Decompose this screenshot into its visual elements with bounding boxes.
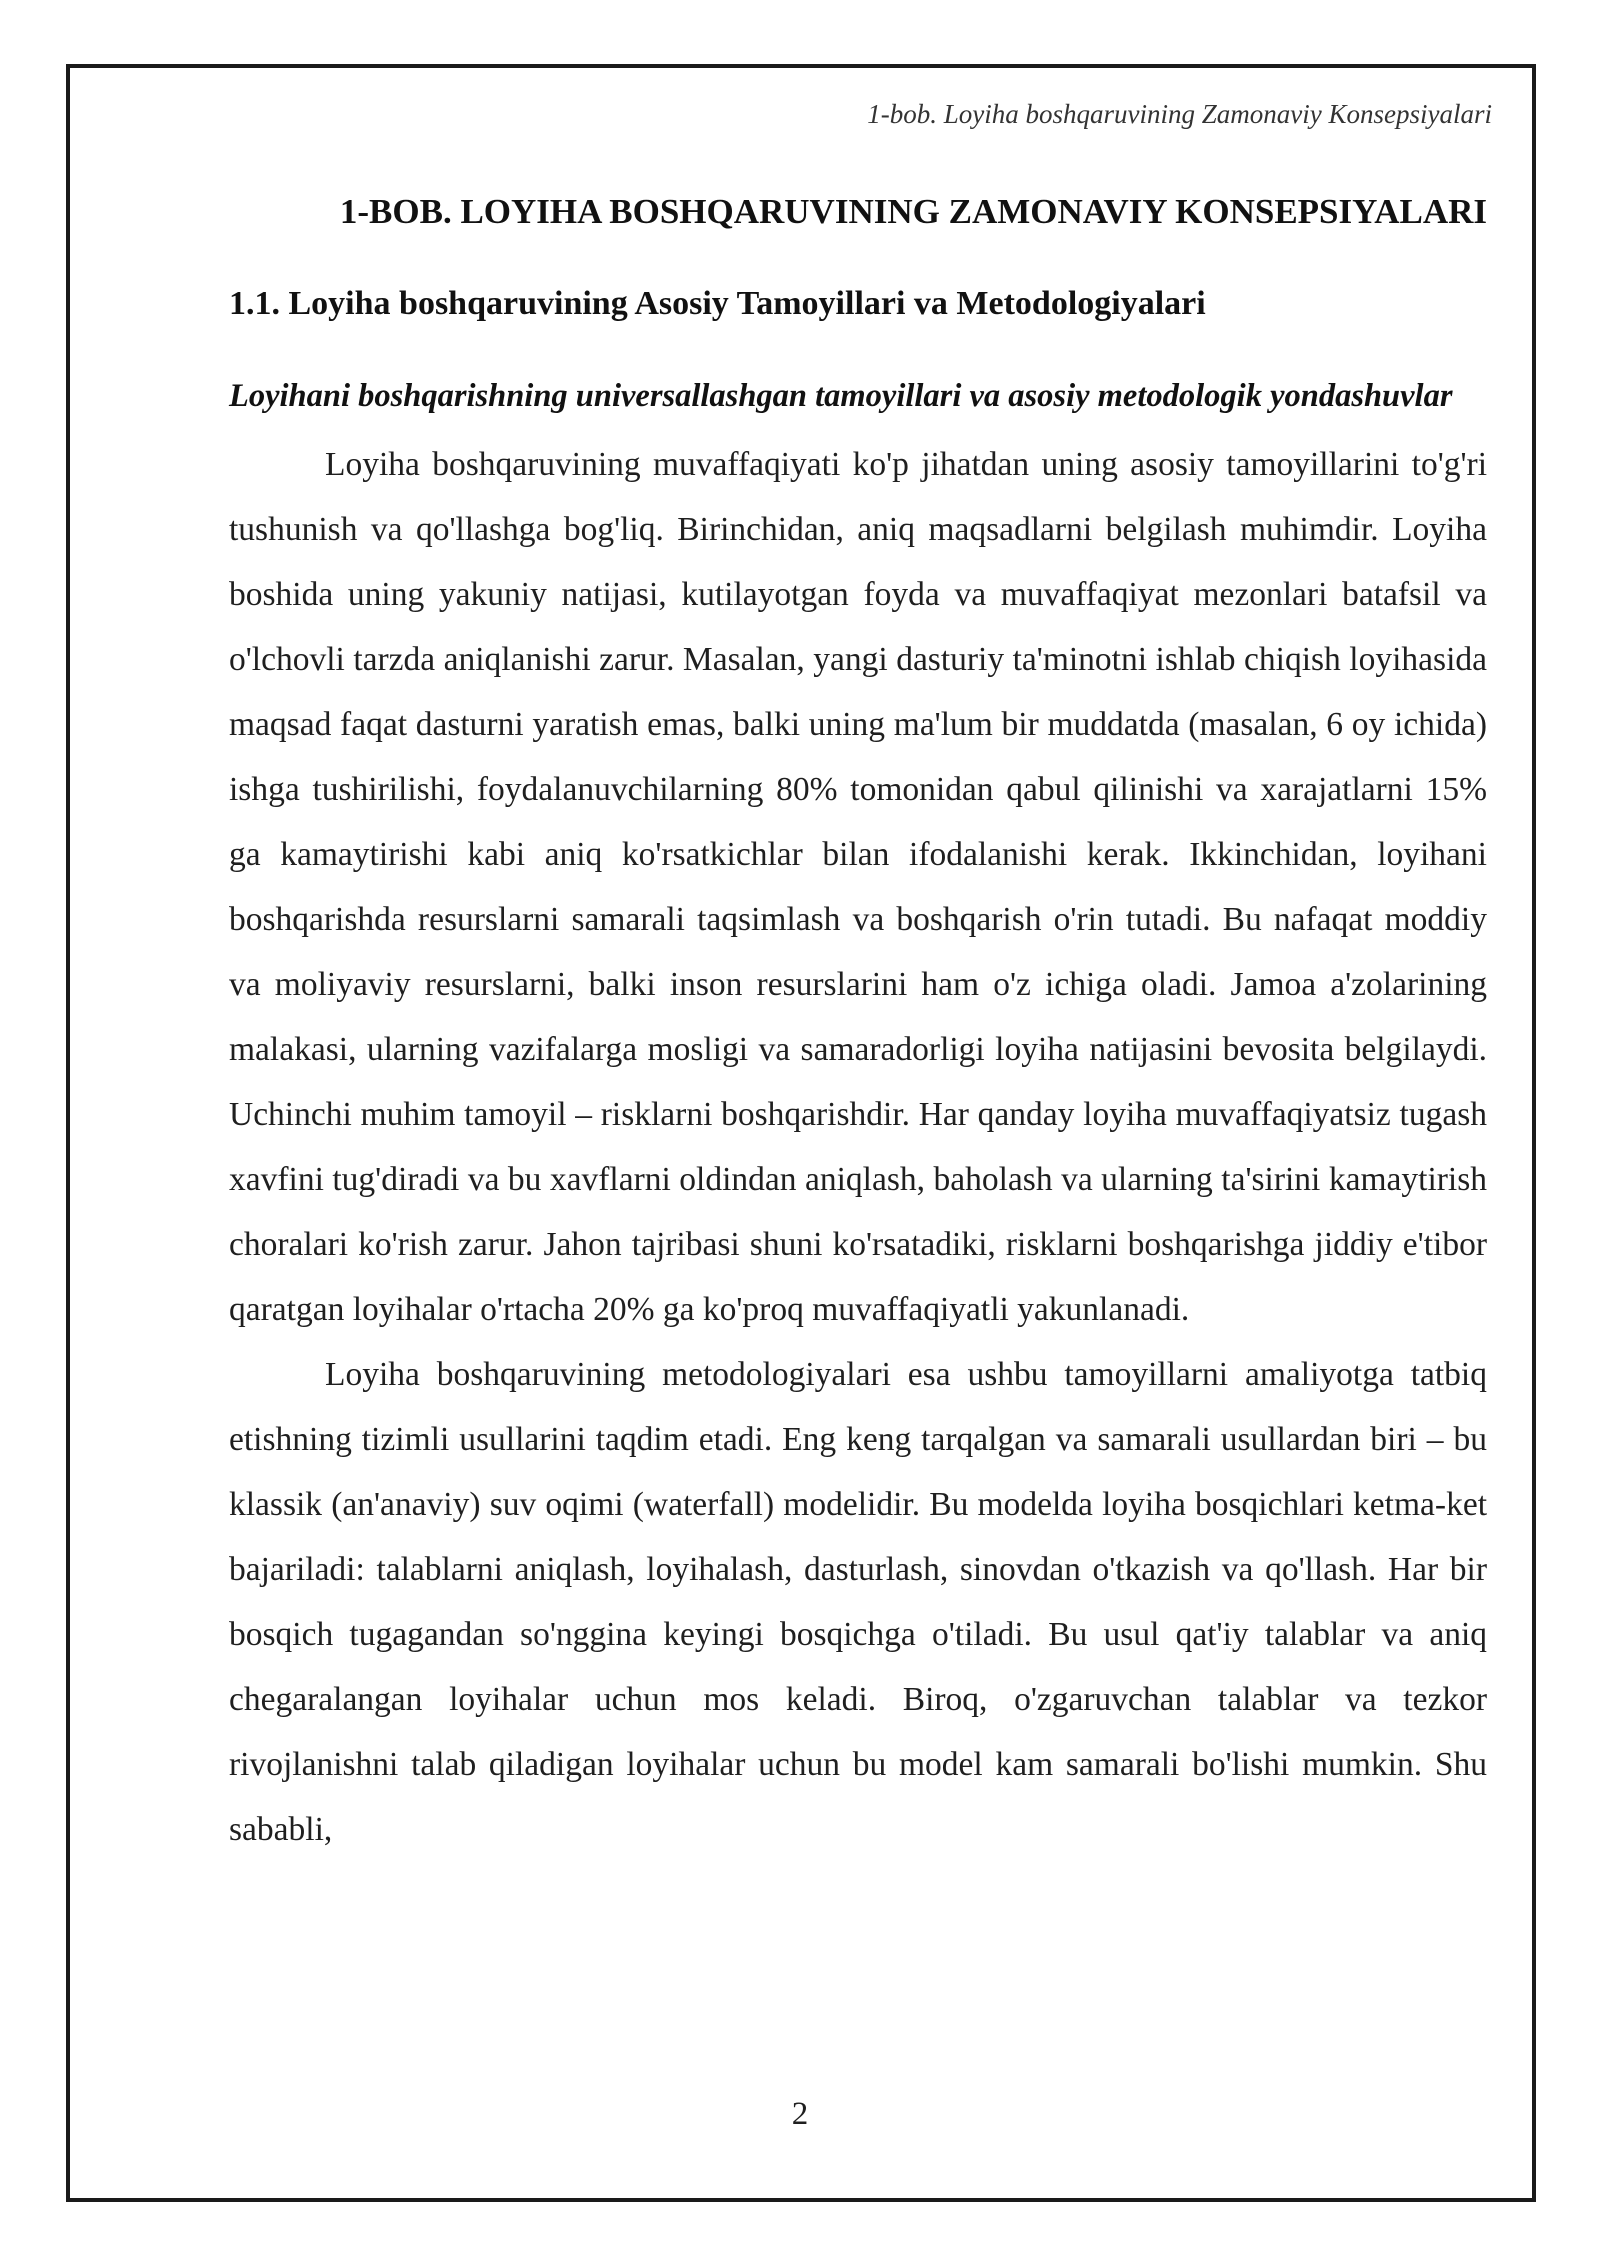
running-header: 1-bob. Loyiha boshqaruvining Zamonaviy Konsepsiyalari — [867, 99, 1492, 129]
body-paragraph: Loyiha boshqaruvining muvaffaqiyati ko'p jihatdan uning asosiy tamoyillarini to'g'ri tushunish va qo'llashga bog'liq. Birinchidan, aniq maqsadlarni belgilash muhimdir. Loyiha boshida uning yakuniy natijasi, kutilayotgan foyda va muvaffaqiyat mezonlari batafsil va o'lchovli tarzda aniqlanishi zarur. Masalan, yangi dasturiy ta'minotni ishlab chiqish loyihasida maqsad faqat dasturni yaratish emas, balki uning ma'lum bir muddatda (masalan, 6 oy ichida) ishga tushirilishi, foydalanuvchilarning 80% tomonidan qabul qilinishi va xarajatlarni 15% ga kamaytirishi kabi aniq ko'rsatkichlar bilan ifodalanishi kerak. Ikkinchidan, loyihani boshqarishda resurslarni samarali taqsimlash va boshqarish o'rin tutadi. Bu nafaqat moddiy va moliyaviy resurslarni, balki inson resurslarini ham o'z ichiga oladi. Jamoa a'zolarining malakasi, ularning vazifalarga mosligi va samaradorligi loyiha natijasini bevosita belgilaydi. Uchinchi muhim tamoyil – risklarni boshqarishdir. Har qanday loyiha muvaffaqiyatsiz tugash xavfini tug'diradi va bu xavflarni oldindan aniqlash, baholash va ularning ta'sirini kamaytirish choralari ko'rish zarur. Jahon tajribasi shuni ko'rsatadiki, risklarni boshqarishga jiddiy e'tibor qaratgan loyihalar o'rtacha 20% ga ko'proq muvaffaqiyatli yakunlanadi. — [229, 446, 1487, 1328]
section-title: 1.1. Loyiha boshqaruvining Asosiy Tamoyillari va Metodologiyalari — [229, 285, 1206, 322]
subsection-title: Loyihani boshqarishning universallashgan tamoyillari va asosiy metodologik yondashuvlar — [229, 378, 1453, 414]
page-number: 2 — [791, 2096, 809, 2132]
chapter-title: 1-BOB. LOYIHA BOSHQARUVINING ZAMONAVIY KONSEPSIYALARI — [339, 192, 1487, 231]
body-paragraph: Loyiha boshqaruvining metodologiyalari esa ushbu tamoyillarni amaliyotga tatbiq etishning tizimli usullarini taqdim etadi. Eng keng tarqalgan va samarali usullardan biri – bu klassik (an'anaviy) suv oqimi (waterfall) modelidir. Bu modelda loyiha bosqichlari ketma-ket bajariladi: talablarni aniqlash, loyihalash, dasturlash, sinovdan o'tkazish va qo'llash. Har bir bosqich tugagandan so'nggina keyingi bosqichga o'tiladi. Bu usul qat'iy talablar va aniq chegaralangan loyihalar uchun mos keladi. Biroq, o'zgaruvchan talablar va tezkor rivojlanishni talab qiladigan loyihalar uchun bu model kam samarali bo'lishi mumkin. Shu sababli, — [229, 1356, 1487, 1848]
page-content — [229, 186, 1487, 1862]
